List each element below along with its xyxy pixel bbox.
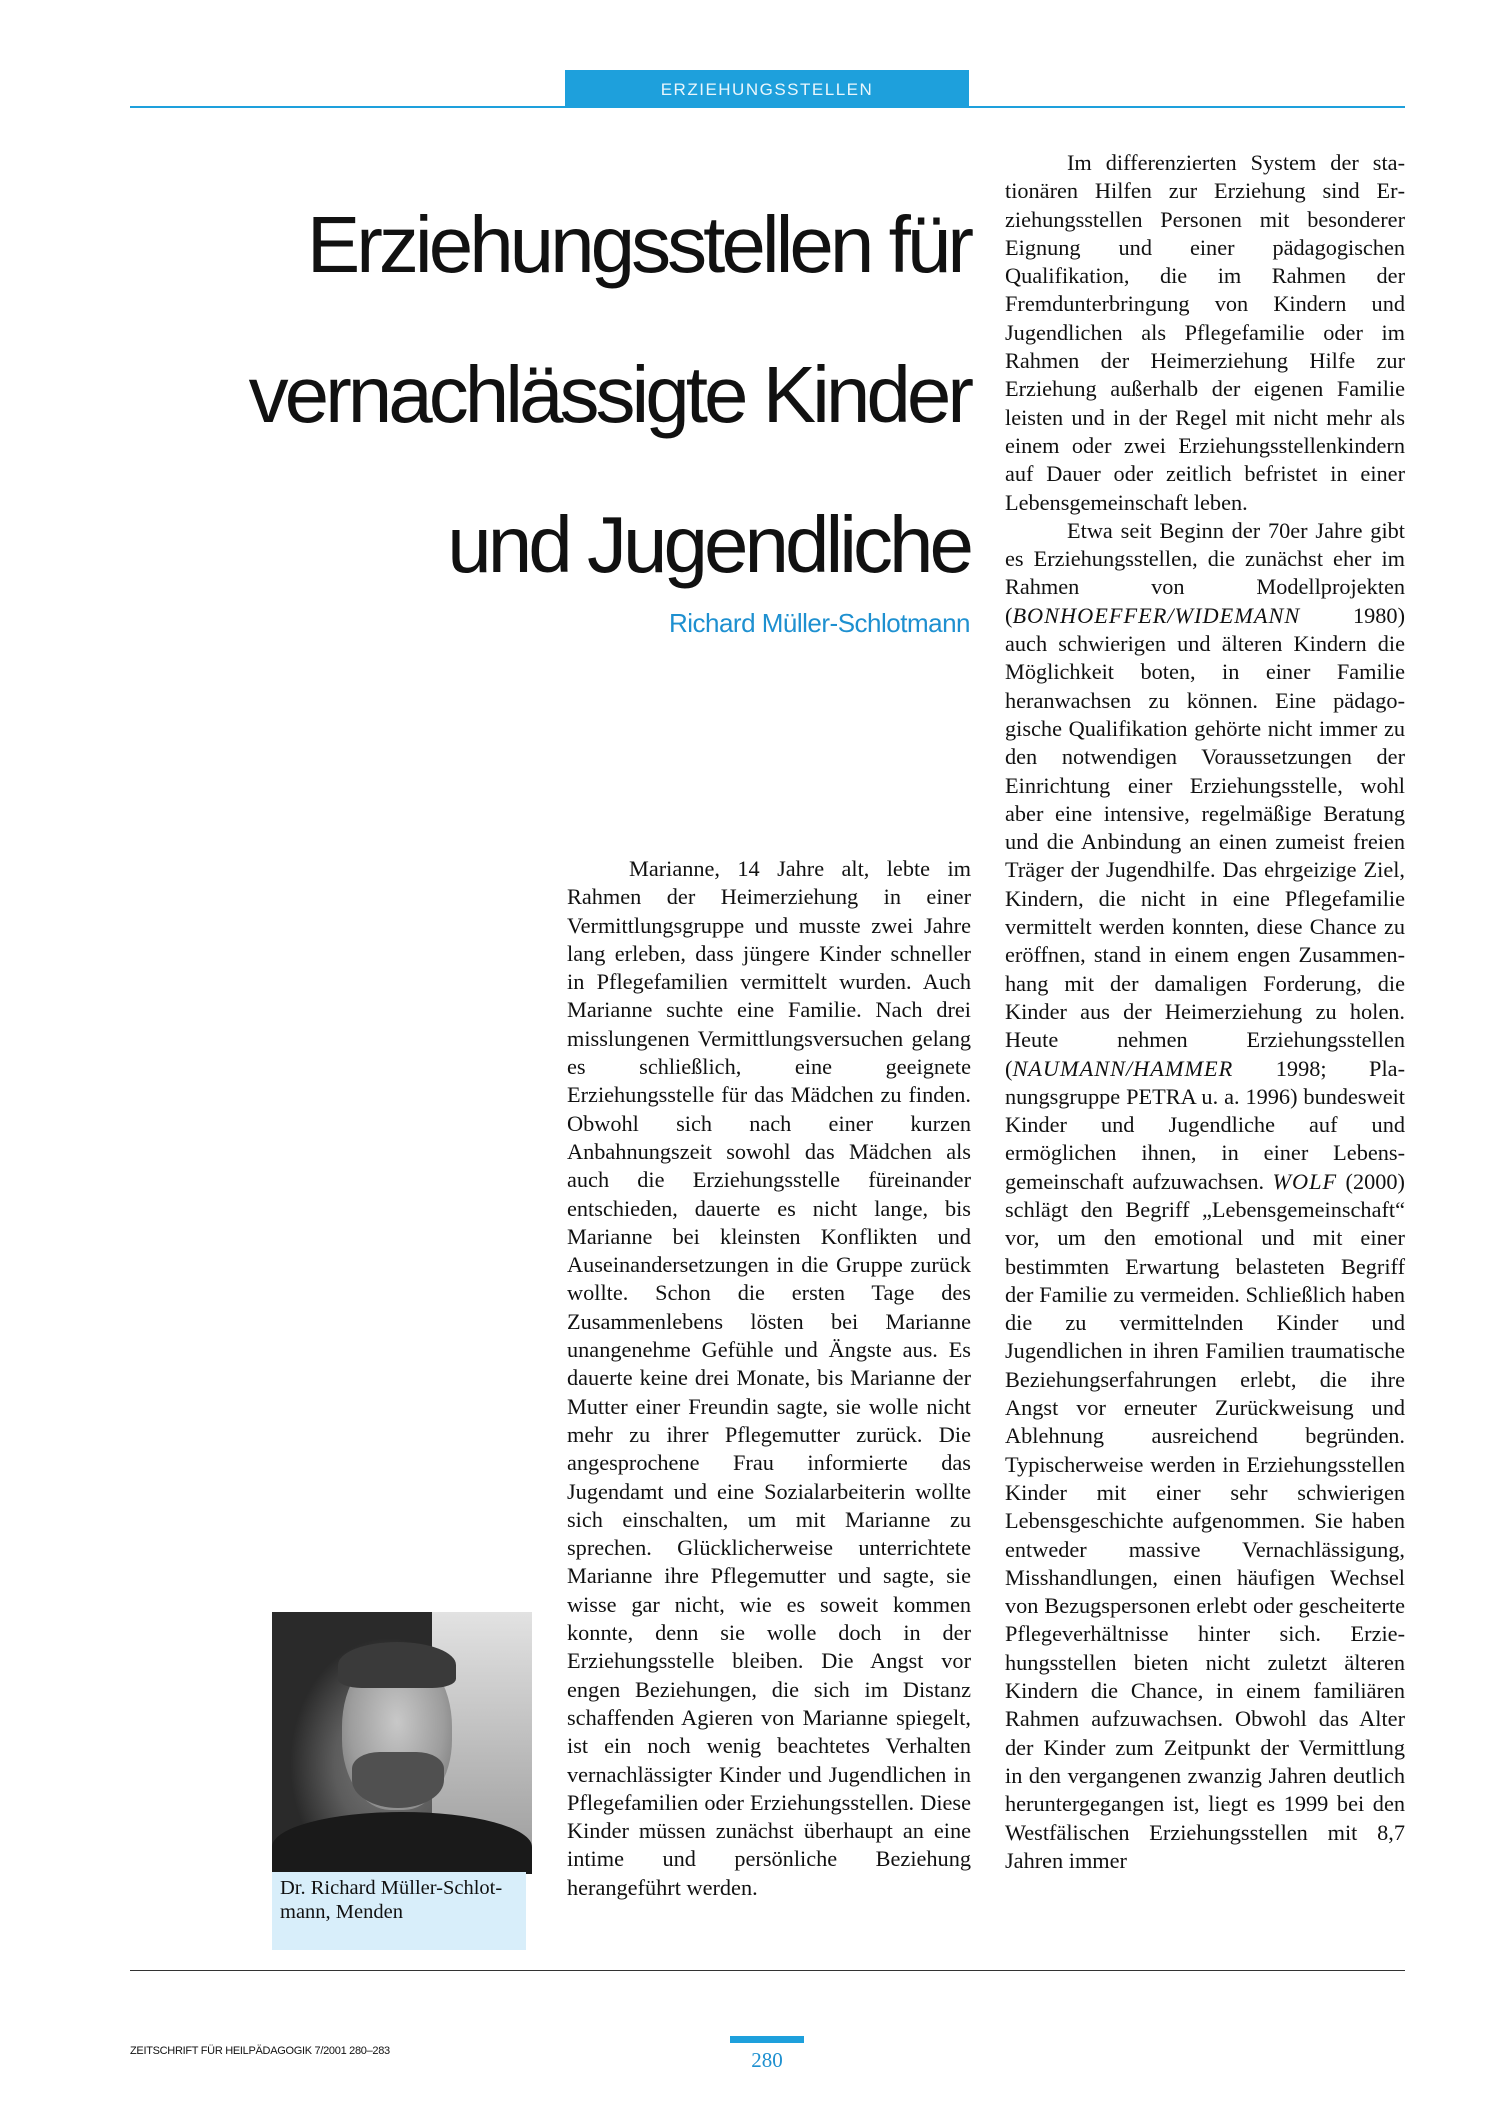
page-number-tab [730,2036,804,2043]
title-line-2: vernachlässigte Kinder [248,350,970,439]
article-title [150,170,970,620]
para2-text-d: (2000) schlägt den Begriff „Lebensgemeinschaft“ vor, um den emotional und mit einer bestimmten Erwartung belasteten Begriff der Familie zu vermeiden. Schließlich haben die zu vermittelnden Kinder und Jugendlichen in ihren Familien traumatische Beziehungserfahrungen erlebt, die ihre Angst vor erneuter Zurückweisung und Ablehnung ausreichend begründen. Typischerweise werden in Erziehungsstellen Kinder mit einer sehr schwierigen Lebensgeschichte aufgenommen. Sie haben entweder massive Vernachlässigung, Misshandlungen, einen häufigen Wechsel von Bezugspersonen erlebt oder gescheiterte Pflegeverhältnisse hinter sich. Erziehungsstellen bieten nicht zuletzt älteren Kindern die Chance, in einem familiären Rahmen aufzuwachsen. Obwohl das Alter der Kinder zum Zeitpunkt der Vermittlung in den vergangenen zwanzig Jahren deutlich heruntergegangen ist, liegt es 1999 bei den Westfälischen Erziehungsstellen mit 8,7 Jahren immer [1005,1168,1405,1873]
para2-text-b: 1980) auch schwierigen und älteren Kindern die Möglichkeit boten, in einer Familie heranwachsen zu können. Eine pädagogische Qualifikation gehörte nicht immer zu den notwendigen Voraussetzungen der Einrichtung einer Erziehungsstelle, wohl aber eine intensive, regelmäßige Beratung und die Anbindung an einen zumeist freien Träger der Jugendhilfe. Das ehrgeizige Ziel, Kindern, die nicht in eine Pflegefamilie vermittelt werden konnten, diese Chance zu eröffnen, stand in einem engen Zusammenhang mit der damaligen Forderung, die Kinder aus der Heimerziehung zu holen. Heute nehmen Erziehungsstellen ( [1005,602,1405,1081]
journal-reference: ZEITSCHRIFT FÜR HEILPÄDAGOGIK 7/2001 280–283 [130,2045,390,2057]
body-column-intro [567,855,971,1902]
article-author: Richard Müller-Schlotmann [668,608,970,638]
caption-line-1: Dr. Richard Müller-Schlot- [280,1877,503,1899]
para2-text-c: 1998; Planungsgruppe PETRA u. a. 1996) bundesweit Kinder und Jugendliche auf und ermöglichen ihnen, in einer Lebensgemeinschaft aufzuwachsen. [1005,1055,1405,1194]
title-line-1: Erziehungsstellen für [306,200,970,289]
title-line-3: und Jugendliche [447,500,970,589]
photo-caption [272,1872,526,1950]
citation-wolf: WOLF [1272,1168,1338,1194]
citation-bonhoeffer: BONHOEFFER/WIDEMANN [1012,602,1301,628]
footer-rule [130,1970,1405,1971]
section-header-tab: ERZIEHUNGSSTELLEN [565,70,969,108]
body-column-right [1005,149,1405,1875]
author-portrait-icon [272,1612,532,1874]
para2-text-a: Etwa seit Beginn der 70er Jahre gibt es Erziehungsstellen, die zunächst eher im Rahmen von Modellprojekten ( [1005,517,1405,628]
header-rule [130,106,1405,108]
caption-line-2: mann, Menden [280,1901,403,1923]
body-paragraph-1: Im differenzierten System der stationären Hilfen zur Erziehung sind Erziehungsstellen Personen mit besonderer Eignung und einer pädagogischen Qualifikation, die im Rahmen der Fremdunterbringung von Kindern und Jugendlichen als Pflegefamilie oder im Rahmen der Heimerziehung Hilfe zur Erziehung außerhalb der eigenen Familie leisten und in der Regel mit nicht mehr als einem oder zwei Erziehungsstellenkindern auf Dauer oder zeitlich befristet in einer Lebensgemeinschaft leben. [1005,150,1405,515]
body-paragraph-2 [1005,517,1405,1875]
citation-naumann: NAUMANN/HAMMER [1012,1055,1234,1081]
intro-paragraph: Marianne, 14 Jahre alt, lebte im Rahmen der Heimerziehung in einer Vermittlungsgruppe und musste zwei Jahre lang erleben, dass jüngere Kinder schneller in Pflegefamilien vermittelt wurden. Auch Marianne suchte eine Familie. Nach drei misslungenen Vermittlungsversuchen gelang es schließlich, eine geeignete Erziehungsstelle für das Mädchen zu finden. Obwohl sich nach einer kurzen Anbahnungszeit sowohl das Mädchen als auch die Erziehungsstelle füreinander entschieden, dauerte es nicht lange, bis Marianne bei kleinsten Konflikten und Auseinandersetzungen in die Gruppe zurück wollte. Schon die ersten Tage des Zusammenlebens lösten bei Marianne unangenehme Gefühle und Ängste aus. Es dauerte keine drei Monate, bis Marianne der Mutter einer Freundin sagte, sie wolle nicht mehr zu ihrer Pflegemutter zurück. Die angesprochene Frau informierte das Jugendamt und eine Sozialarbeiterin wollte sich einschalten, um mit Marianne zu sprechen. Glücklicherweise unterrichtete Marianne ihre Pflegemutter und sagte, sie wisse gar nicht, wie es soweit kommen konnte, denn sie wolle doch in der Erziehungsstelle bleiben. Die Angst vor engen Beziehungen, die sich im Distanz schaffenden Agieren von Marianne spiegelt, ist ein noch wenig beachtetes Verhalten vernachlässigter Kinder und Jugendlichen in Pflegefamilien oder Erziehungsstellen. Diese Kinder müssen zunächst überhaupt an eine intime und persönliche Beziehung herangeführt werden. [567,856,971,1900]
page-number: 280 [751,2048,783,2072]
